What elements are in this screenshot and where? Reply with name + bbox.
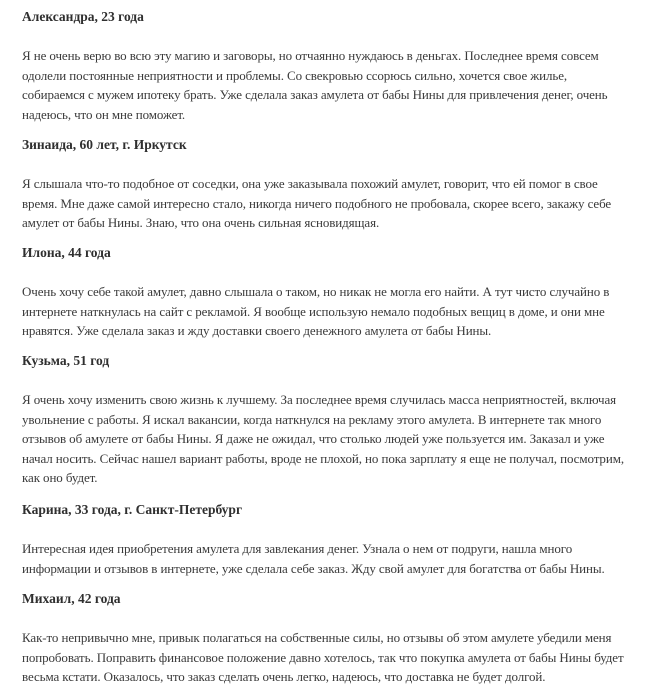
review-text-line: амулет от бабы Нины. Знаю, что она очень сильная ясновидящая. [22, 215, 380, 230]
review-kuzma [22, 352, 652, 488]
review-author: Александра, 23 года [22, 9, 144, 24]
review-text-line: одолели постоянные неприятности и проблемы. Со свекровью ссорюсь сильно, хочется свое жилье, [22, 67, 568, 83]
review-text-line: увольнение с работы. Я искал вакансии, когда наткнулся на рекламу этого амулета. В интернете так много [22, 411, 602, 427]
review-text-line: время. Мне даже самой интересно стало, никогда ничего подобного не пробовала, скорее всего, закажу себе [22, 195, 612, 211]
review-text-line: отзывов об амулете от бабы Нины. Я даже не ожидал, что столько людей уже пользуется им. Заказал и уже [22, 431, 605, 446]
review-author: Михаил, 42 года [22, 591, 121, 606]
review-author: Кузьма, 51 год [22, 353, 110, 368]
review-text-line: надеюсь, что он мне поможет. [22, 106, 186, 122]
review-aleksandra [22, 8, 652, 124]
review-zinaida [22, 136, 652, 233]
review-text-line: весьма кстати. Оказалось, что заказ сделать очень легко, надеюсь, что доставка не будет долгой. [22, 669, 546, 684]
review-text-line: Как-то непривычно мне, привык полагаться на собственные силы, но отзывы об этом амулете убедили меня [22, 630, 612, 645]
review-text-line: как оно будет. [22, 470, 98, 485]
review-text [22, 282, 652, 341]
review-text-line: Интересная идея приобретения амулета для завлекания денег. Узнала о нем от подруги, нашла много [22, 541, 573, 556]
review-text-line: нравятся. Уже сделала заказ и жду доставки своего денежного амулета от бабы Нины. [22, 323, 492, 338]
review-text-line: Я не очень верю во всю эту магию и заговоры, но отчаянно нуждаюсь в деньгах. Последнее время совсем [22, 48, 599, 63]
review-karina [22, 501, 652, 578]
review-text-line: интернете наткнулась на сайт с рекламой. Я вообще использую немало подобных вещиц в доме, и они мне [22, 303, 605, 319]
review-text-line: собираемся с мужем ипотеку брать. Уже сделала заказ амулета от бабы Нины для привлечения денег, очень [22, 87, 608, 102]
review-author: Зинаида, 60 лет, г. Иркутск [22, 137, 187, 152]
review-text [22, 390, 652, 488]
review-author: Илона, 44 года [22, 245, 111, 260]
review-text-line: Очень хочу себе такой амулет, давно слышала о таком, но никак не могла его найти. А тут чисто случайно в [22, 284, 610, 299]
review-text-line: попробовать. Поправить финансовое положение давно хотелось, так что покупка амулета от бабы Нины будет [22, 649, 624, 665]
review-mikhail [22, 590, 652, 687]
review-ilona [22, 244, 652, 341]
review-text [22, 174, 652, 233]
review-text-line: начал носить. Сейчас нашел вариант работы, вроде не плохой, но пока зарплату я еще не получал, посмотрим, [22, 450, 624, 466]
review-text [22, 539, 652, 578]
review-text [22, 46, 652, 124]
review-text-line: Я очень хочу изменить свою жизнь к лучшему. За последнее время случилась масса неприятностей, включая [22, 392, 617, 407]
review-author: Карина, 33 года, г. Санкт-Петербург [22, 502, 243, 517]
review-text [22, 628, 652, 687]
review-text-line: информации и отзывов в интернете, уже сделала себе заказ. Жду свой амулет для богатства от бабы Нины. [22, 560, 605, 576]
review-text-line: Я слышала что-то подобное от соседки, она уже заказывала похожий амулет, говорит, что ей помог в свое [22, 176, 598, 191]
